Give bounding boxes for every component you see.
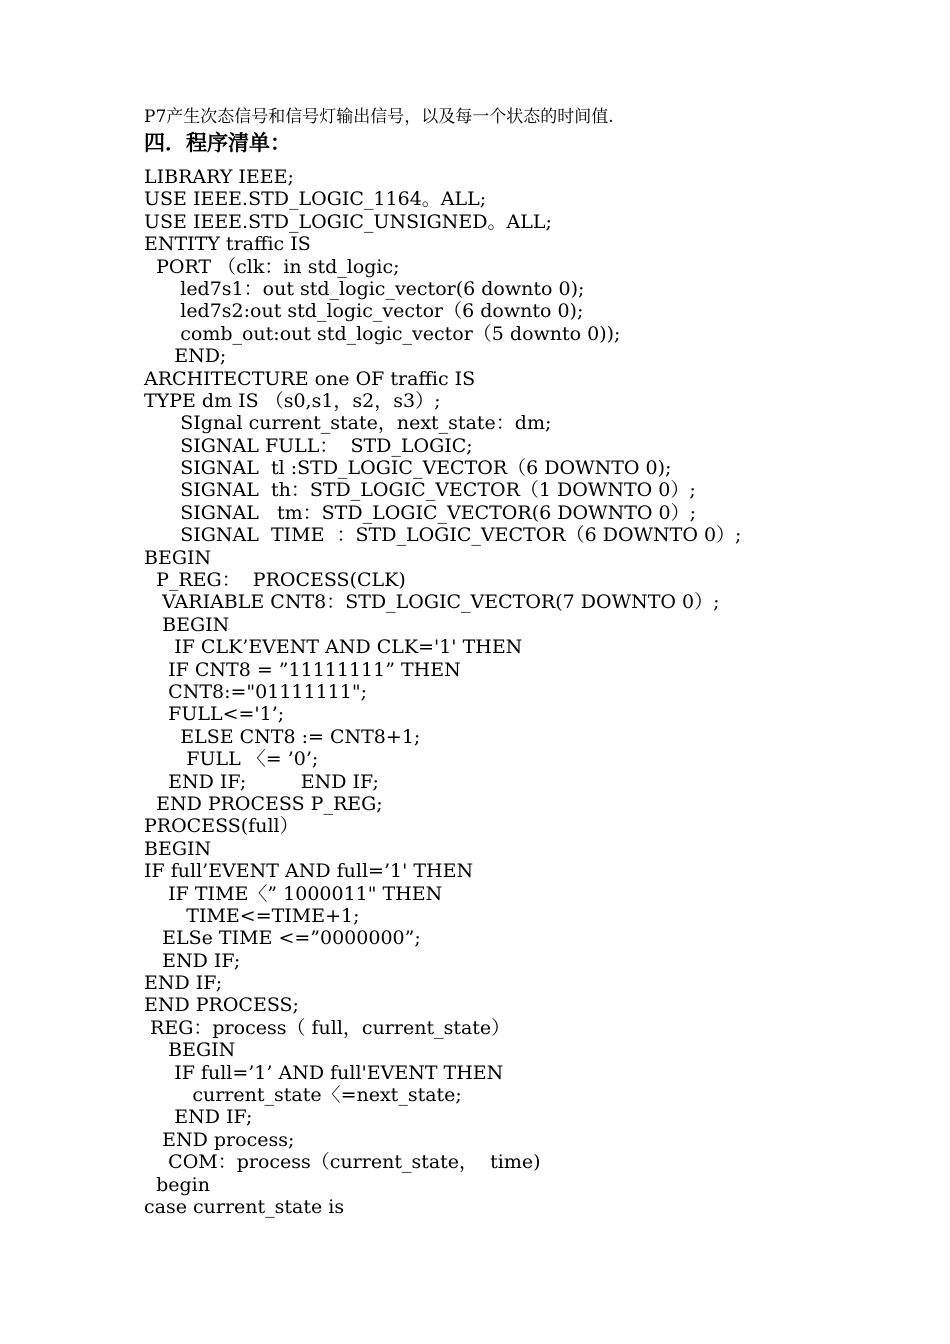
section-heading: 四．程序清单： (144, 131, 291, 155)
code-line: END IF; (144, 1106, 253, 1129)
code-line: SIGNAL TIME ：STD_LOGIC_VECTOR（6 DOWNTO 0）; (144, 524, 742, 547)
code-line: SIgnal current_state，next_state：dm; (144, 412, 552, 435)
code-line: USE IEEE.STD_LOGIC_1164。ALL; (144, 188, 487, 211)
code-line: BEGIN (144, 546, 212, 569)
code-line: P_REG： PROCESS(CLK) (144, 569, 406, 592)
code-line: FULL<='1’; (144, 703, 285, 726)
code-line: TYPE dm IS （s0,s1，s2，s3）; (144, 389, 441, 412)
code-line: ARCHITECTURE one OF traffic IS (144, 367, 476, 390)
code-line: led7s2:out std_logic_vector（6 downto 0); (144, 300, 584, 323)
code-line: SIGNAL tm：STD_LOGIC_VECTOR(6 DOWNTO 0）; (144, 501, 696, 524)
code-line: LIBRARY IEEE; (144, 166, 294, 188)
code-line: led7s1：out std_logic_vector(6 downto 0); (144, 277, 585, 300)
code-line: END IF; (144, 972, 223, 995)
code-line: IF full’EVENT AND full=’1' THEN (144, 860, 474, 883)
code-line: IF TIME〈” 1000011" THEN (144, 882, 443, 905)
code-line: END process; (144, 1128, 295, 1151)
code-line: comb_out:out std_logic_vector（5 downto 0)); (144, 322, 621, 345)
code-line: COM：process（current_state， time) (144, 1151, 541, 1174)
code-line: IF CNT8 = ”11111111” THEN (144, 658, 461, 681)
code-line: ELSe TIME <=”0000000”; (144, 927, 421, 950)
code-line: SIGNAL th：STD_LOGIC_VECTOR（1 DOWNTO 0）; (144, 479, 696, 502)
code-line: END; (144, 345, 227, 368)
code-line: PROCESS(full） (144, 815, 299, 838)
code-line: VARIABLE CNT8：STD_LOGIC_VECTOR(7 DOWNTO 0）; (144, 591, 720, 614)
code-line: begin (144, 1173, 210, 1196)
code-line: case current_state is (144, 1195, 345, 1218)
code-line: IF full=’1’ AND full'EVENT THEN (144, 1061, 504, 1084)
code-line: BEGIN (144, 613, 230, 636)
code-line: ENTITY traffic IS (144, 233, 311, 256)
code-line: END PROCESS; (144, 994, 299, 1017)
code-line: END IF; (144, 949, 241, 972)
code-line: SIGNAL tl :STD_LOGIC_VECTOR（6 DOWNTO 0); (144, 457, 672, 480)
code-line: CNT8:="01111111"; (144, 680, 367, 703)
code-line: FULL 〈= ’0’; (144, 748, 319, 771)
code-line: SIGNAL FULL： STD_LOGIC; (144, 434, 473, 457)
code-line: current_state〈=next_state; (144, 1084, 462, 1107)
code-line: BEGIN (144, 837, 212, 860)
code-line: TIME<=TIME+1; (144, 904, 360, 927)
code-line: END IF; END IF; (144, 770, 379, 793)
code-listing (144, 166, 741, 1218)
code-line: ELSE CNT8 := CNT8+1; (144, 725, 421, 748)
intro-text: P7产生次态信号和信号灯输出信号，以及每一个状态的时间值. (144, 107, 614, 127)
code-line: REG：process（ full，current_state） (144, 1016, 511, 1039)
code-line: END PROCESS P_REG; (144, 792, 383, 815)
code-line: USE IEEE.STD_LOGIC_UNSIGNED。ALL; (144, 210, 552, 233)
code-line: BEGIN (144, 1039, 236, 1062)
code-line: IF CLK’EVENT AND CLK='1' THEN (144, 636, 523, 659)
code-line: PORT （clk：in std_logic; (144, 255, 400, 278)
